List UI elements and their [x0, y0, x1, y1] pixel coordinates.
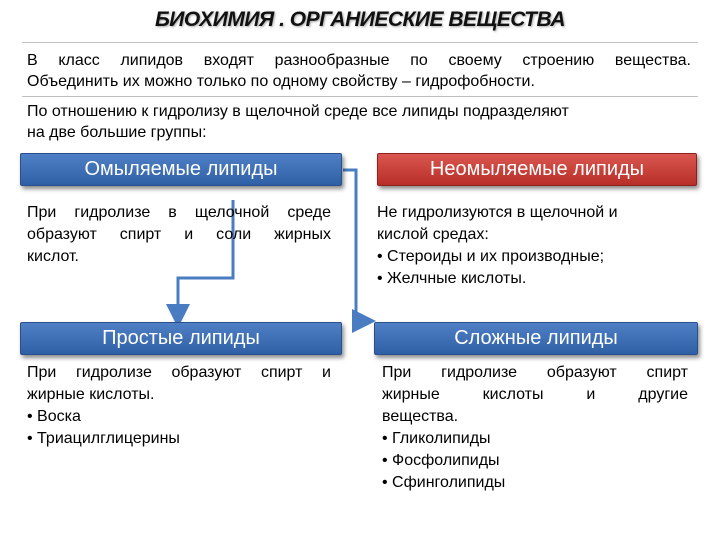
complex-desc-item: • Сфинголипиды: [382, 474, 506, 491]
unsaponifiable-desc-item: • Желчные кислоты.: [377, 270, 527, 287]
simple-lipids-box: Простые липиды: [20, 322, 342, 355]
unsaponifiable-desc-item: • Стероиды и их производные;: [377, 248, 605, 265]
intro-line-2: Объединить их можно только по одному свойству – гидрофобности.: [27, 73, 535, 90]
saponifiable-desc-line: кислот.: [27, 248, 79, 265]
complex-desc-item: • Гликолипиды: [382, 430, 491, 447]
complex-desc-line: вещества.: [382, 408, 459, 425]
unsaponifiable-desc-line: Не гидролизуются в щелочной и: [377, 204, 618, 221]
simple-desc-item: • Триацилглицерины: [27, 430, 180, 447]
saponifiable-desc: [27, 202, 331, 268]
simple-desc: [27, 362, 331, 450]
saponifiable-desc-line: образуют спирт и соли жирных: [27, 226, 331, 243]
intro-line-1: В класс липидов входят разнообразные по своему строению вещества.: [27, 52, 691, 69]
simple-desc-line: жирные кислоты.: [27, 386, 155, 403]
complex-desc-line: жирные кислоты и другие: [382, 386, 688, 403]
page-title: БИОХИМИЯ . ОРГАНИЕСКИЕ ВЕЩЕСТВА: [154, 8, 566, 31]
complex-desc: [382, 362, 688, 494]
unsaponifiable-desc: [377, 202, 693, 290]
hydrolysis-line-2: на две большие группы:: [27, 124, 207, 141]
saponifiable-lipids-box: Омыляемые липиды: [20, 153, 342, 186]
arrow-to-complex-lipids: [343, 170, 364, 321]
unsaponifiable-desc-line: кислой средах:: [377, 226, 489, 243]
complex-desc-item: • Фосфолипиды: [382, 452, 500, 469]
complex-lipids-box: Сложные липиды: [374, 322, 698, 355]
saponifiable-desc-line: При гидролизе в щелочной среде: [27, 204, 331, 221]
unsaponifiable-lipids-box: Неомыляемые липиды: [377, 153, 697, 186]
complex-desc-line: При гидролизе образуют спирт: [382, 364, 688, 381]
simple-desc-item: • Воска: [27, 408, 81, 425]
simple-desc-line: При гидролизе образуют спирт и: [27, 364, 331, 381]
hydrolysis-line-1: По отношению к гидролизу в щелочной среде все липиды подразделяют: [27, 103, 569, 120]
